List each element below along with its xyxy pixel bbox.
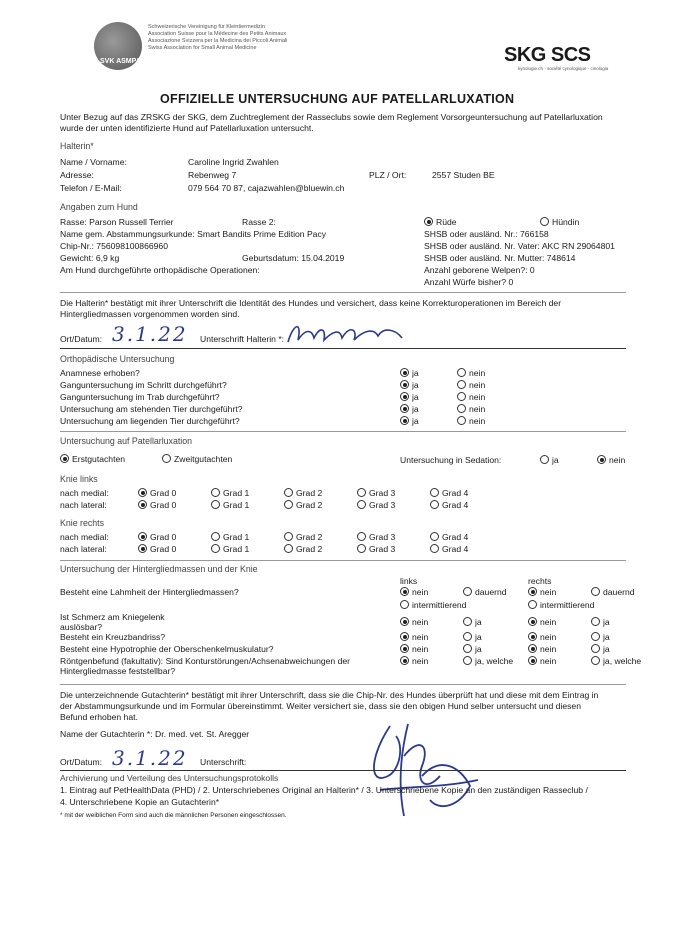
lameness-right-intermittent-radio[interactable]: intermittierend (528, 600, 594, 610)
radio-icon (597, 455, 606, 464)
radio-icon (430, 488, 439, 497)
intro-text: Unter Bezug auf das ZRSKG der SKG, dem Zuchtreglement der Rasseclubs sowie dem Reglement Vorsorgeuntersuchung auf Patellarluxation wurde der unten identifizierte Hund auf Patellarluxation untersucht. (60, 112, 603, 133)
dog-breed2: Rasse 2: (242, 217, 276, 227)
owner-confirmation: Die Halterin* bestätigt mit ihrer Unterschrift die Identität des Hundes und versichert, dass keine Korrekturoperationen im Bereich der Hintergliedmassen vorgenommen worden sind. (60, 298, 562, 319)
radio-icon (430, 532, 439, 541)
dog-puppies: Anzahl geborene Welpen?: 0 (424, 265, 535, 275)
grade-radio[interactable]: Grad 3 (357, 500, 395, 510)
grade-radio[interactable]: Grad 2 (284, 500, 322, 510)
ortho-question: Untersuchung am stehenden Tier durchgeführt? (60, 404, 243, 414)
sedation-yes-radio[interactable]: ja (540, 455, 559, 465)
radio-icon (357, 532, 366, 541)
grade-radio[interactable]: Grad 4 (430, 532, 468, 542)
knee-right-title: Knie rechts (60, 518, 105, 528)
lameness-left-permanent-radio[interactable]: dauernd (463, 587, 507, 597)
ortho-no-radio[interactable]: nein (457, 380, 485, 390)
first-report-radio[interactable]: Erstgutachten (60, 454, 125, 464)
ortho-question: Ganguntersuchung im Trab durchgeführt? (60, 392, 220, 402)
grade-row-label: nach medial: (60, 488, 109, 498)
lameness-left-no-radio[interactable]: nein (400, 587, 428, 597)
left-yes-radio[interactable]: ja (463, 644, 482, 654)
radio-icon (591, 617, 600, 626)
radio-icon (284, 544, 293, 553)
col-right-label: rechts (528, 576, 552, 586)
dog-breed: Rasse: Parson Russell Terrier (60, 217, 174, 227)
owner-plz: 2557 Studen BE (432, 170, 495, 180)
q-hypotrophy: Besteht eine Hypotrophie der Oberschenkelmuskulatur? (60, 644, 274, 654)
sign1-date: 3.1.22 (112, 322, 188, 346)
radio-icon (528, 632, 537, 641)
vet-name: Name der Gutachterin *: Dr. med. vet. St. Aregger (60, 729, 250, 739)
knee-left-title: Knie links (60, 474, 98, 484)
right-no-radio[interactable]: nein (528, 644, 556, 654)
vet-signature (360, 716, 490, 826)
radio-icon (463, 632, 472, 641)
lameness-right-permanent-radio[interactable]: dauernd (591, 587, 635, 597)
radio-icon (430, 500, 439, 509)
divider (60, 348, 626, 349)
sign2-date-label: Ort/Datum: (60, 757, 103, 767)
grade-radio[interactable]: Grad 3 (357, 544, 395, 554)
dog-name: Name gem. Abstammungsurkunde: Smart Bandits Prime Edition Pacy (60, 229, 327, 239)
radio-icon (540, 217, 549, 226)
grade-radio[interactable]: Grad 2 (284, 544, 322, 554)
q-pain: Ist Schmerz am Kniegelenk auslösbar? (60, 612, 165, 632)
left-yes-radio[interactable]: ja (463, 632, 482, 642)
grade-radio[interactable]: Grad 4 (430, 500, 468, 510)
grade-radio[interactable]: Grad 3 (357, 488, 395, 498)
dog-section-title: Angaben zum Hund (60, 202, 138, 212)
owner-phone-label: Telefon / E-Mail: (60, 183, 122, 193)
radio-icon (284, 488, 293, 497)
divider (60, 431, 626, 432)
radio-icon (357, 488, 366, 497)
radio-icon (60, 454, 69, 463)
ortho-question: Ganguntersuchung im Schritt durchgeführt? (60, 380, 227, 390)
dog-shsb-father: SHSB oder ausländ. Nr. Vater: AKC RN 29064801 (424, 241, 615, 251)
radio-icon (457, 404, 466, 413)
ortho-no-radio[interactable]: nein (457, 416, 485, 426)
radio-icon (528, 600, 537, 609)
ortho-question: Untersuchung am liegenden Tier durchgeführt? (60, 416, 240, 426)
col-left-label: links (400, 576, 418, 586)
ortho-yes-radio[interactable]: ja (400, 380, 419, 390)
grade-radio[interactable]: Grad 2 (284, 532, 322, 542)
radio-icon (591, 587, 600, 596)
dog-shsb-mother: SHSB oder ausländ. Nr. Mutter: 748614 (424, 253, 576, 263)
radio-icon (457, 380, 466, 389)
radio-icon (211, 532, 220, 541)
radio-icon (463, 587, 472, 596)
grade-row-label: nach lateral: (60, 500, 107, 510)
radio-icon (211, 488, 220, 497)
radio-icon (528, 587, 537, 596)
radio-icon (284, 532, 293, 541)
radio-icon (591, 632, 600, 641)
left-no-radio[interactable]: nein (400, 617, 428, 627)
dog-shsb: SHSB oder ausländ. Nr.: 766158 (424, 229, 549, 239)
grade-radio[interactable]: Grad 4 (430, 544, 468, 554)
radio-icon (424, 217, 433, 226)
ortho-yes-radio[interactable]: ja (400, 416, 419, 426)
right-no-radio[interactable]: nein (528, 656, 556, 666)
radio-icon (463, 644, 472, 653)
radio-icon (400, 404, 409, 413)
radio-icon (211, 500, 220, 509)
owner-address-label: Adresse: (60, 170, 94, 180)
lameness-right-no-radio[interactable]: nein (528, 587, 556, 597)
q-lameness: Besteht eine Lahmheit der Hintergliedmassen? (60, 587, 239, 597)
grade-radio[interactable]: Grad 1 (211, 544, 249, 554)
owner-address: Rebenweg 7 (188, 170, 237, 180)
grade-radio[interactable]: Grad 1 (211, 500, 249, 510)
grade-radio[interactable]: Grad 1 (211, 488, 249, 498)
dog-weight: Gewicht: 6,9 kg (60, 253, 120, 263)
ortho-yes-radio[interactable]: ja (400, 392, 419, 402)
owner-name-label: Name / Vorname: (60, 157, 127, 167)
lameness-left-intermittent-radio[interactable]: intermittierend (400, 600, 466, 610)
archive-title: Archivierung und Verteilung des Untersuchungsprotokolls (60, 773, 279, 783)
sedation-no-radio[interactable]: nein (597, 455, 625, 465)
radio-icon (463, 617, 472, 626)
owner-section-title: Halterin* (60, 141, 94, 151)
sedation-label: Untersuchung in Sedation: (400, 455, 502, 465)
radio-icon (400, 392, 409, 401)
archive-line1: 1. Eintrag auf PetHealthData (PHD) / 2. Unterschriebenes Original an Halterin* / 3. Unterschriebene Kopie an den zuständigen Rasseclub / (60, 785, 588, 795)
ortho-section-title: Orthopädische Untersuchung (60, 354, 175, 364)
radio-icon (284, 500, 293, 509)
ortho-no-radio[interactable]: nein (457, 368, 485, 378)
right-yes-radio[interactable]: ja (591, 632, 610, 642)
owner-phone: 079 564 70 87, cajazwahlen@bluewin.ch (188, 183, 345, 193)
ortho-no-radio[interactable]: nein (457, 404, 485, 414)
hind-section-title: Untersuchung der Hintergliedmassen und der Knie (60, 564, 258, 574)
sign2-sign-label: Unterschrift: (200, 757, 247, 767)
right-yes-radio[interactable]: ja (591, 617, 610, 627)
skg-logo: SKG SCS (504, 44, 591, 66)
svk-org-names: Schweizerische Vereinigung für Kleintiermedizin Association Suisse pour la Médecine des Petits Animaux Associazione Svizzera per la Medicina dei Piccoli Animali Swiss Association for Small Animal Medicine (148, 24, 288, 51)
footnote: * mit der weiblichen Form sind auch die männlichen Personen eingeschlossen. (60, 812, 287, 819)
owner-name: Caroline Ingrid Zwahlen (188, 157, 279, 167)
second-report-radio[interactable]: Zweitgutachten (162, 454, 232, 464)
ortho-yes-radio[interactable]: ja (400, 404, 419, 414)
ortho-no-radio[interactable]: nein (457, 392, 485, 402)
left-no-radio[interactable]: nein (400, 644, 428, 654)
radio-icon (211, 544, 220, 553)
radio-icon (457, 368, 466, 377)
dog-operations: Am Hund durchgeführte orthopädische Operationen: (60, 265, 260, 275)
grade-radio[interactable]: Grad 0 (138, 532, 176, 542)
q-xray: Röntgenbefund (fakultativ): Sind Konturstörungen/Achsenabweichungen der Hintergliedmasse feststellbar? (60, 656, 350, 676)
radio-icon (400, 600, 409, 609)
left-no-radio[interactable]: nein (400, 656, 428, 666)
sign1-date-label: Ort/Datum: (60, 334, 103, 344)
grade-radio[interactable]: Grad 2 (284, 488, 322, 498)
grade-radio[interactable]: Grad 0 (138, 544, 176, 554)
radio-icon (138, 532, 147, 541)
grade-row-label: nach medial: (60, 532, 109, 542)
patella-section-title: Untersuchung auf Patellarluxation (60, 436, 193, 446)
radio-icon (162, 454, 171, 463)
radio-icon (400, 632, 409, 641)
left-yes-radio[interactable]: ja, welche (463, 656, 513, 666)
grade-radio[interactable]: Grad 3 (357, 532, 395, 542)
grade-radio[interactable]: Grad 0 (138, 488, 176, 498)
archive-line2: 4. Unterschriebene Kopie an Gutachterin* (60, 797, 220, 807)
radio-icon (430, 544, 439, 553)
sex-male-radio[interactable]: Rüde (424, 217, 457, 227)
vet-confirmation: Die unterzeichnende Gutachterin* bestätigt mit ihrer Unterschrift, dass sie die Chip-Nr. des Hundes überprüft hat und diese mit dem Eintrag in der Abstammungsurkunde und im Formular übereinstimmt. Weiter versichert sie, dass sie den obigen Hund selber untersucht und diesen Befund erhoben hat. (60, 690, 599, 722)
radio-icon (457, 392, 466, 401)
sign2-date: 3.1.22 (112, 746, 188, 770)
left-yes-radio[interactable]: ja (463, 617, 482, 627)
grade-radio[interactable]: Grad 1 (211, 532, 249, 542)
ortho-yes-radio[interactable]: ja (400, 368, 419, 378)
q-cruciate: Besteht ein Kreuzbandriss? (60, 632, 166, 642)
right-yes-radio[interactable]: ja, welche (591, 656, 641, 666)
radio-icon (400, 380, 409, 389)
dog-birthdate: Geburtsdatum: 15.04.2019 (242, 253, 345, 263)
ortho-question: Anamnese erhoben? (60, 368, 140, 378)
sign1-sign-label: Unterschrift Halterin *: (200, 334, 285, 344)
grade-radio[interactable]: Grad 0 (138, 500, 176, 510)
radio-icon (457, 416, 466, 425)
dog-chip: Chip-Nr.: 756098100866960 (60, 241, 168, 251)
grade-radio[interactable]: Grad 4 (430, 488, 468, 498)
radio-icon (540, 455, 549, 464)
owner-signature (284, 318, 414, 352)
radio-icon (357, 544, 366, 553)
page-title: OFFIZIELLE UNTERSUCHUNG AUF PATELLARLUXATION (160, 92, 515, 106)
radio-icon (138, 500, 147, 509)
radio-icon (463, 656, 472, 665)
radio-icon (528, 656, 537, 665)
svk-emblem-text: SVK ASMPA (100, 58, 141, 65)
divider (60, 560, 626, 561)
radio-icon (591, 656, 600, 665)
radio-icon (400, 416, 409, 425)
radio-icon (591, 644, 600, 653)
radio-icon (528, 617, 537, 626)
radio-icon (138, 488, 147, 497)
radio-icon (400, 587, 409, 596)
radio-icon (357, 500, 366, 509)
dog-litters: Anzahl Würfe bisher? 0 (424, 277, 514, 287)
radio-icon (528, 644, 537, 653)
skg-logo-sub: kynologie.ch · société cynologique · cinologia (518, 66, 609, 71)
right-no-radio[interactable]: nein (528, 632, 556, 642)
radio-icon (400, 644, 409, 653)
radio-icon (400, 617, 409, 626)
radio-icon (400, 368, 409, 377)
right-yes-radio[interactable]: ja (591, 644, 610, 654)
radio-icon (138, 544, 147, 553)
radio-icon (400, 656, 409, 665)
sex-female-radio[interactable]: Hündin (540, 217, 579, 227)
divider (60, 684, 626, 685)
owner-plz-label: PLZ / Ort: (369, 170, 407, 180)
left-no-radio[interactable]: nein (400, 632, 428, 642)
grade-row-label: nach lateral: (60, 544, 107, 554)
divider (60, 292, 626, 293)
divider (60, 770, 626, 771)
right-no-radio[interactable]: nein (528, 617, 556, 627)
